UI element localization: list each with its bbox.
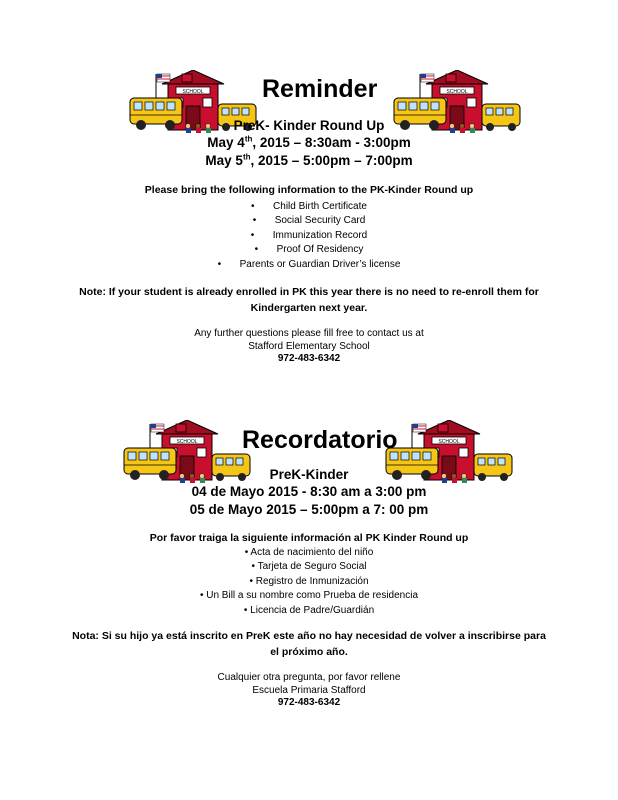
list-item: • Social Security Card <box>0 214 618 228</box>
event-date-2-es: 05 de Mayo 2015 – 5:00pm a 7: 00 pm <box>189 502 429 517</box>
phone-number: 972-483-6342 <box>277 353 341 364</box>
list-item: • Parents or Guardian Driver’s license <box>0 258 618 272</box>
contact-line: Cualquier otra pregunta, por favor rellene <box>217 672 401 683</box>
required-documents-list <box>0 200 618 272</box>
school-name: Escuela Primaria Stafford <box>252 684 366 696</box>
contact-info <box>0 328 618 366</box>
contact-line: Any further questions please fill free to contact us at <box>194 328 424 339</box>
list-item: • Registro de Inmunización <box>249 575 369 587</box>
note-line: el próximo año. <box>270 646 348 658</box>
list-item: • Acta de nacimiento del niño <box>244 547 374 558</box>
bring-info-intro-es: Por favor traiga la siguiente información al PK Kinder Round up <box>149 532 469 544</box>
list-item: • Tarjeta de Seguro Social <box>251 561 367 573</box>
school-name: Stafford Elementary School <box>248 340 370 352</box>
list-item: • Un Bill a su nombre como Prueba de residencia <box>199 590 419 602</box>
contact-info-es <box>0 672 618 710</box>
phone-number: 972-483-6342 <box>277 697 341 708</box>
spanish-section <box>0 466 618 519</box>
enrollment-note <box>0 284 618 316</box>
event-subtitle-es: PreK-Kinder <box>269 467 349 482</box>
enrollment-note-es <box>0 628 618 660</box>
list-item: • Immunization Record <box>0 229 618 243</box>
list-item: • Proof Of Residency <box>0 243 618 257</box>
required-documents-list-es <box>0 546 618 618</box>
list-item: • Child Birth Certificate <box>0 200 618 214</box>
event-date-1: May 4th, 2015 – 8:30am - 3:00pm <box>207 134 411 150</box>
list-item: • Licencia de Padre/Guardián <box>243 604 375 616</box>
note-line: Note: If your student is already enrolled in PK this year there is no need to re-enroll them for <box>79 286 539 298</box>
event-subtitle: PreK- Kinder Round Up <box>233 118 385 133</box>
reminder-heading: Reminder <box>262 75 378 103</box>
bring-info-intro: Please bring the following information to the PK-Kinder Round up <box>144 184 474 196</box>
event-date-2: May 5th, 2015 – 5:00pm – 7:00pm <box>205 152 413 168</box>
note-line: Nota: Si su hijo ya está inscrito en PreK este año no hay necesidad de volver a inscribirse para <box>72 630 546 642</box>
note-line: Kindergarten next year. <box>250 302 368 314</box>
recordatorio-heading: Recordatorio <box>242 426 398 454</box>
event-date-1-es: 04 de Mayo 2015 - 8:30 am a 3:00 pm <box>191 484 427 499</box>
english-section <box>0 117 618 170</box>
